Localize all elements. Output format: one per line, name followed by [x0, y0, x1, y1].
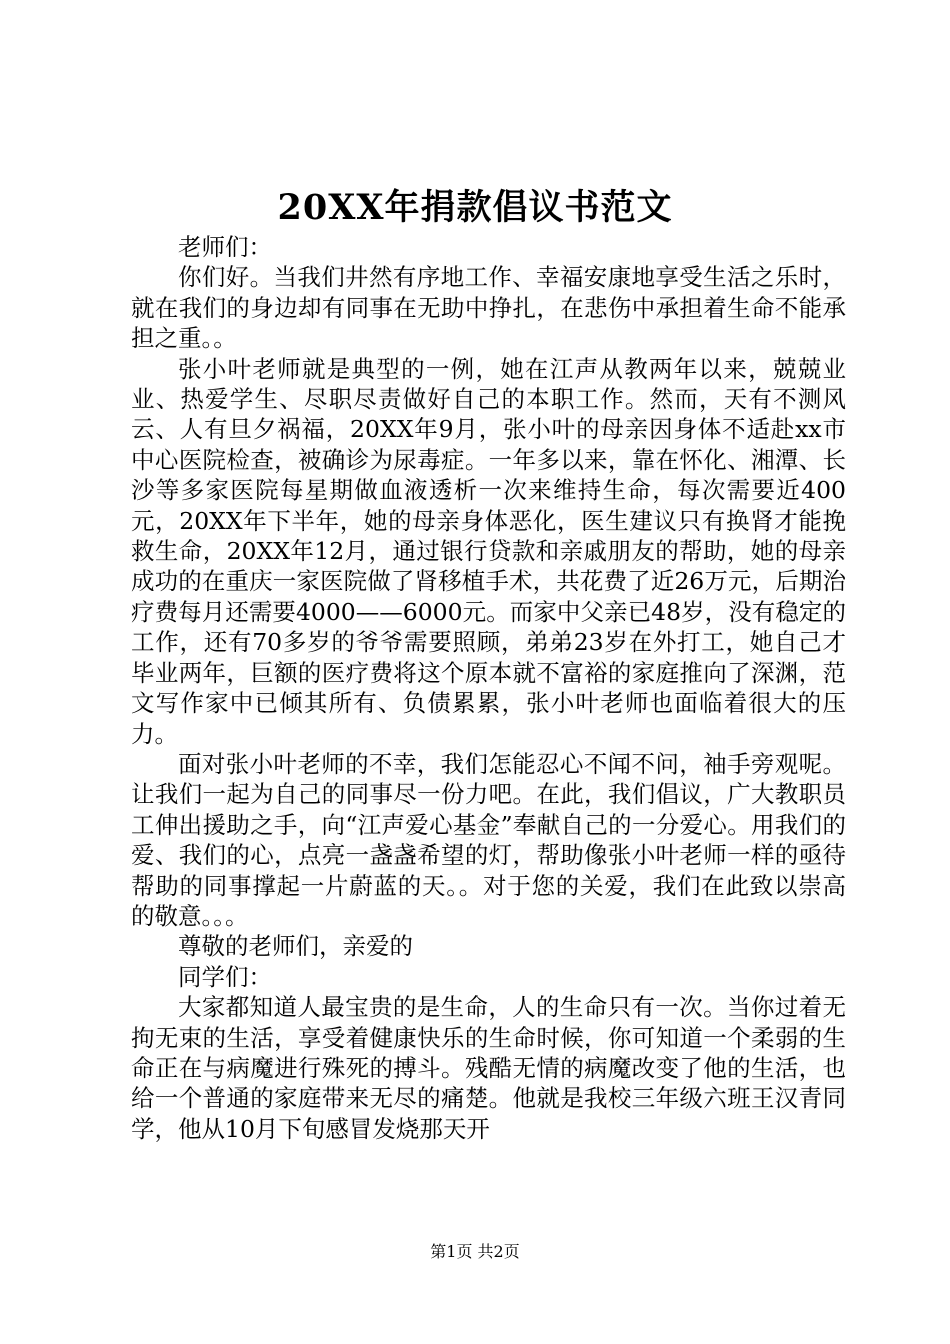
paragraph: 你们好。当我们井然有序地工作、幸福安康地享受生活之乐时，就在我们的身边却有同事在无助中挣扎，在悲伤中承担着生命不能承担之重。。 — [131, 263, 846, 353]
paragraph: 大家都知道人最宝贵的是生命，人的生命只有一次。当你过着无拘无束的生活，享受着健康快乐的生命时候，你可知道一个柔弱的生命正在与病魔进行殊死的搏斗。残酷无情的病魔改变了他的生活，也给一个普通的家庭带来无尽的痛楚。他就是我校三年级六班王汉青同学，他从10月下旬感冒发烧那天开 — [131, 993, 846, 1143]
paragraph-salutation: 尊敬的老师们，亲爱的 — [178, 932, 413, 961]
paragraph-salutation: 老师们： — [178, 233, 272, 261]
document-title: 20XX年捐款倡议书范文 — [277, 187, 673, 228]
page-number-footer: 第1页 共2页 — [430, 1242, 520, 1261]
paragraph: 面对张小叶老师的不幸，我们怎能忍心不闻不问，袖手旁观呢。让我们一起为自己的同事尽一份力吧。在此，我们倡议，广大教职员工伸出援助之手，向“江声爱心基金”奉献自己的一分爱心。用我们的爱、我们的心，点亮一盏盏希望的灯，帮助像张小叶老师一样的亟待帮助的同事撑起一片蔚蓝的天。。对于您的关爱，我们在此致以崇高的敬意。。。 — [131, 749, 846, 930]
paragraph-salutation: 同学们： — [178, 962, 272, 991]
paragraph: 张小叶老师就是典型的一例，她在江声从教两年以来，兢兢业业、热爱学生、尽职尽责做好自己的本职工作。然而，天有不测风云、人有旦夕祸福，20XX年9月，张小叶的母亲因身体不适赴xx市中心医院检查，被确诊为尿毒症。一年多以来，靠在怀化、湘潭、长沙等多家医院每星期做血液透析一次来维持生命，每次需要近400元，20XX年下半年，她的母亲身体恶化，医生建议只有换肾才能挽救生命，20XX年12月，通过银行贷款和亲戚朋友的帮助，她的母亲成功的在重庆一家医院做了肾移植手术，共花费了近26万元，后期治疗费每月还需要4000——6000元。而家中父亲已48岁，没有稳定的工作，还有70多岁的爷爷需要照顾，弟弟23岁在外打工，她自己才毕业两年，巨额的医疗费将这个原本就不富裕的家庭推向了深渊，范文写作家中已倾其所有、负债累累，张小叶老师也面临着很大的压力。 — [131, 354, 846, 748]
document-body — [131, 232, 846, 1144]
